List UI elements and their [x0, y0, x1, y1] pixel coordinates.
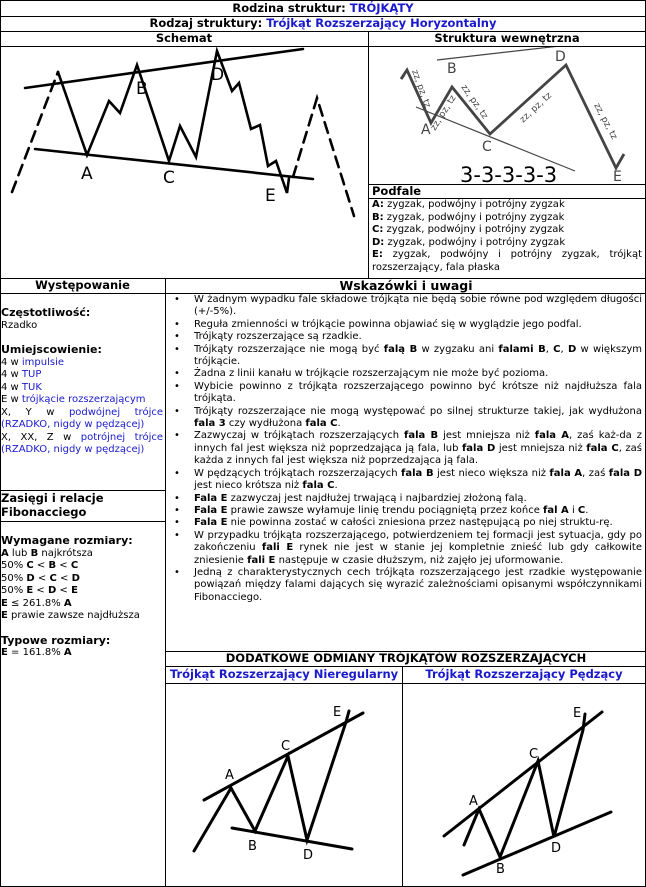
- dashed-entry: [12, 72, 58, 192]
- internal-title: Struktura wewnętrzna: [434, 31, 580, 45]
- svg-text:zz, pz, tz: zz, pz, tz: [591, 101, 619, 142]
- podfale-text: zygzak, podwójny i potrójny zygzak, trójkąt rozszerzający, fala płaska: [372, 249, 642, 273]
- podfale-text: zygzak, podwójny i potrójny zygzak: [383, 224, 565, 235]
- tip-item: • W pędzących trójkątach rozszerzających fala B jest nieco większa niż fala A, zaś fala D jest nieco krótsza niż fala C.: [166, 468, 645, 493]
- location-prefix: 4 w: [1, 356, 22, 368]
- tip-item: • Zazwyczaj w trójkątach rozszerzających fala B jest mniejsza niż fala A, zaś każ-da z innych fal jest większa niż poprzedzająca ją fala, lub fala D jest mniejsza niż fala C, zaś każda z innych fal jest większa niż poprzedzająca ją fala.: [166, 430, 645, 467]
- variant-running-title[interactable]: Trójkąt Rozszerzający Pędzący: [425, 667, 623, 681]
- location-item: [1, 432, 163, 457]
- internal-label-b: B: [447, 61, 457, 77]
- svg-text:C: C: [529, 747, 539, 762]
- podfale-wave: A:: [372, 199, 384, 210]
- schemat-label-b: B: [136, 79, 148, 99]
- tip-item: • Fala E nie powinna zostać w całości zniesiona przez następującą po niej struktu-rę.: [166, 517, 645, 529]
- required-size-item: 50% E < D < E: [1, 585, 78, 596]
- svg-text:D: D: [303, 848, 314, 863]
- podfale-list: [372, 199, 642, 274]
- family-value[interactable]: TRÓJKĄTY: [349, 1, 414, 15]
- location-link[interactable]: podwójnej trójce (RZADKO, nigdy w pędzącej): [1, 406, 163, 430]
- svg-text:E: E: [573, 706, 582, 721]
- tip-item: • Trójkąty rozszerzające nie mogą być falą B w zygzaku ani falami B, C, D w większym trójkącie.: [166, 344, 645, 369]
- internal-diagram: [369, 47, 645, 183]
- location-link[interactable]: potrójnej trójce (RZADKO, nigdy w pędzącej): [1, 431, 164, 455]
- type-row: [0, 16, 646, 31]
- tips-section: [166, 294, 645, 604]
- podfale-text: zygzak, podwójny i potrójny zygzak: [383, 211, 565, 223]
- location-prefix: X, XX, Z w: [1, 431, 81, 443]
- wystepowanie-title: Występowanie: [35, 278, 130, 292]
- location-item: [1, 382, 163, 395]
- required-size-item: E ≤ 261.8% A: [1, 597, 72, 609]
- schemat-label-a: A: [81, 164, 93, 184]
- variant-irregular-title[interactable]: Trójkąt Rozszerzający Nieregularny: [169, 667, 399, 681]
- dashed-exit: [293, 98, 354, 216]
- svg-text:zz, pz, tz: zz, pz, tz: [458, 82, 490, 122]
- internal-wave-path: [401, 65, 624, 168]
- tip-item: • W żadnym wypadku fale składowe trójkąta nie będą sobie równe pod względem długości (+/-5%).: [166, 294, 645, 319]
- svg-text:C: C: [281, 739, 291, 754]
- svg-text:B: B: [496, 862, 505, 877]
- upper-trendline: [25, 49, 303, 88]
- family-row: [0, 1, 646, 16]
- svg-text:D: D: [551, 841, 562, 856]
- podfale-text: zygzak, podwójny i potrójny zygzak: [383, 199, 565, 210]
- required-size-item: 50% D < C < D: [1, 572, 80, 584]
- location-prefix: X, Y w: [1, 406, 69, 418]
- tips-title: Wskazówki i uwagi: [339, 278, 473, 293]
- svg-text:zz, pz, tz: zz, pz, tz: [518, 90, 555, 126]
- frequency-label: Częstotliwość:: [1, 306, 91, 319]
- schemat-label-d: D: [211, 65, 225, 85]
- podfale-wave: B:: [372, 211, 384, 223]
- tip-item: • Trójkąty rozszerzające są rzadkie.: [166, 331, 645, 343]
- podfale-wave: D:: [372, 236, 385, 248]
- location-item: [1, 394, 163, 407]
- required-size-item: 50% C < B < C: [1, 560, 79, 571]
- podfale-wave: C:: [372, 224, 384, 235]
- tip-item: • Wybicie powinno z trójkąta rozszerzającego powinno być krótsze niż najdłuższa fala trójkąta.: [166, 381, 645, 406]
- type-value[interactable]: Trójkąt Rozszerzający Horyzontalny: [266, 16, 497, 30]
- location-link[interactable]: impulsie: [21, 356, 65, 368]
- location-link[interactable]: TUP: [21, 369, 42, 380]
- tip-item: • W przypadku trójkąta rozszerzającego, potwierdzeniem tej formacji jest sytuacja, gdy po zakończeniu fali E rynek nie jest w stanie jej kompletnie znieść lub gdy całkowite zniesienie fali E następuje w czasie dłuższym, niż zajęło jej uformowanie.: [166, 530, 645, 567]
- running-wave-path: [464, 714, 585, 857]
- location-label: Umiejscowienie:: [1, 343, 102, 356]
- internal-pattern: 3-3-3-3-3: [460, 163, 558, 183]
- tip-item: • Jedną z charakterystycznych cech trójkąta rozszerzającego jest rzadkie występowanie powiązań między falami dających się wyrazić zależnościami opisanymi współczynnikami Fibonacciego.: [166, 567, 645, 604]
- irregular-diagram: [166, 684, 402, 884]
- variants-title: DODATKOWE ODMIANY TRÓJKĄTÓW ROZSZERZAJĄCYCH: [225, 651, 587, 665]
- podfale-text: zygzak, podwójny i potrójny zygzak: [384, 236, 566, 248]
- location-link[interactable]: trójkącie rozszerzającym: [21, 394, 146, 405]
- location-item: [1, 357, 163, 370]
- required-size-item: A lub B najkrótsza: [1, 547, 93, 559]
- wystepowanie-body: [1, 307, 163, 457]
- podfale-item: [372, 199, 642, 212]
- location-item: [1, 407, 163, 432]
- svg-text:E: E: [333, 705, 342, 720]
- location-prefix: E w: [1, 394, 22, 405]
- tip-item: • Trójkąty rozszerzające nie mogą występować po silnej strukturze takiej, jak wydłużona fala 3 czy wydłużona fala C.: [166, 406, 645, 431]
- fibonacci-body: [1, 535, 163, 660]
- schemat-label-e: E: [265, 186, 276, 206]
- running-diagram: [403, 684, 645, 884]
- type-label: Rodzaj struktury:: [149, 16, 263, 30]
- tip-item: • Żadna z linii kanału w trójkącie rozszerzającym nie może być pozioma.: [166, 368, 645, 380]
- podfale-item: [372, 249, 642, 274]
- tips-list: [166, 294, 645, 604]
- internal-label-a: A: [421, 122, 431, 138]
- fibonacci-title: Zasięgi i relacje Fibonacciego: [1, 491, 104, 519]
- required-size-item: E prawie zawsze najdłuższa: [1, 610, 140, 621]
- tip-item: • Fala E zazwyczaj jest najdłużej trwającą i najbardziej złożoną falą.: [166, 493, 645, 505]
- location-prefix: 4 w: [1, 381, 22, 393]
- svg-text:zz, pz, tz: zz, pz, tz: [409, 68, 433, 110]
- typical-size-item: E = 161.8% A: [1, 647, 72, 658]
- podfale-wave: E:: [372, 249, 383, 260]
- svg-text:A: A: [469, 794, 478, 809]
- family-label: Rodzina struktur:: [232, 1, 346, 15]
- location-prefix: 4 w: [1, 369, 22, 380]
- podfale-item: [372, 224, 642, 237]
- frequency-value: Rzadko: [1, 319, 38, 331]
- svg-text:A: A: [225, 768, 234, 783]
- podfale-title: Podfale: [372, 184, 422, 198]
- typical-label: Typowe rozmiary:: [1, 633, 111, 647]
- podfale-item: [372, 212, 642, 225]
- podfale-item: [372, 237, 642, 250]
- location-item: [1, 369, 163, 382]
- schemat-diagram: [1, 47, 367, 277]
- tip-item: • Reguła zmienności w trójkącie powinna objawiać się w wyglądzie jego podfal.: [166, 319, 645, 331]
- internal-label-e: E: [613, 169, 622, 183]
- svg-text:B: B: [248, 839, 257, 854]
- internal-label-c: C: [482, 139, 492, 155]
- svg-text:zz, pz, tz: zz, pz, tz: [429, 93, 459, 133]
- tip-item: • Fala E prawie zawsze wyłamuje linię trendu pociągniętą przez końce fal A i C.: [166, 505, 645, 517]
- schemat-title: Schemat: [155, 31, 213, 45]
- internal-label-d: D: [555, 49, 566, 65]
- required-label: Wymagane rozmiary:: [1, 534, 133, 547]
- location-link[interactable]: TUK: [21, 381, 42, 393]
- location-list: [1, 357, 163, 457]
- schemat-label-c: C: [163, 168, 175, 188]
